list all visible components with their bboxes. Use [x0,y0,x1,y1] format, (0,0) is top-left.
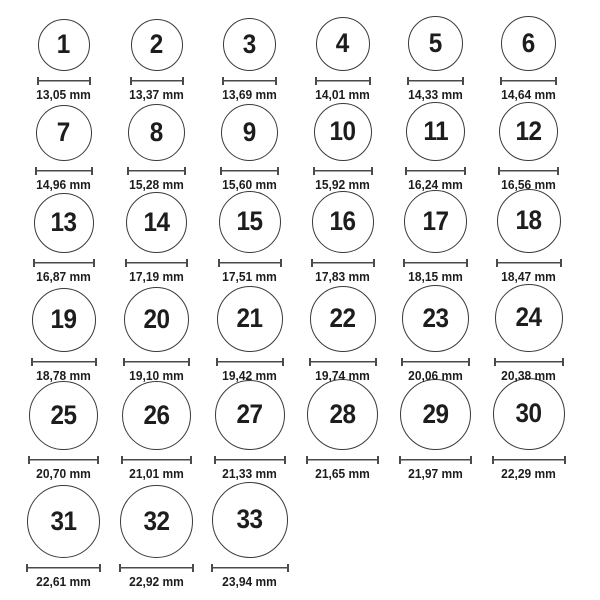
ring-size-circle [128,104,185,161]
diameter-label: 19,42 mm [222,368,277,383]
diameter-ruler [119,564,194,572]
ring-size-item [389,284,482,383]
diameter-ruler [403,259,468,267]
diameter-ruler [28,456,99,464]
ring-size-circle [501,16,556,71]
ring-size-circle [120,485,193,558]
diameter-label: 13,05 mm [36,87,91,102]
diameter-ruler [211,564,289,572]
ring-size-number: 23 [422,302,449,333]
diameter-ruler [315,77,371,85]
ring-size-item [203,192,296,284]
ring-size-number: 33 [236,504,263,535]
ring-size-number: 1 [56,29,71,60]
ring-size-item [110,102,203,192]
ring-size-number: 31 [50,505,77,536]
ring-size-number: 20 [143,303,170,334]
diameter-ruler [130,77,184,85]
ring-size-circle [314,103,372,161]
ring-size-circle [223,18,276,71]
diameter-ruler [313,167,373,175]
ring-size-number: 26 [143,399,170,430]
ring-size-item [482,383,575,481]
ring-size-circle [312,191,374,253]
ring-size-item [482,10,575,102]
diameter-label: 13,37 mm [129,87,184,102]
ring-size-item [389,10,482,102]
ring-size-number: 19 [50,304,77,335]
ring-size-item [110,284,203,383]
ring-size-number: 24 [515,302,542,333]
ring-size-circle [402,285,469,352]
diameter-ruler [494,358,564,366]
ring-size-item [203,284,296,383]
ring-size-item [482,102,575,192]
diameter-label: 20,06 mm [408,368,463,383]
diameter-label: 21,65 mm [315,466,370,481]
ring-size-circle [499,102,558,161]
ring-size-item [296,383,389,481]
ring-size-circle [400,379,471,450]
ring-size-circle [215,380,285,450]
diameter-ruler [407,77,464,85]
diameter-ruler [306,456,379,464]
diameter-label: 13,69 mm [222,87,277,102]
ring-size-circle [34,193,94,253]
diameter-ruler [33,259,95,267]
diameter-label: 14,01 mm [315,87,370,102]
diameter-ruler [35,167,93,175]
chart-row [17,481,600,589]
ring-size-item [110,192,203,284]
diameter-ruler [127,167,186,175]
ring-size-number: 6 [521,27,536,58]
ring-size-circle [38,19,90,71]
ring-size-item [110,10,203,102]
ring-size-item [203,481,296,589]
ring-size-circle [221,104,278,161]
ring-size-number: 17 [422,205,449,236]
ring-size-item [296,102,389,192]
diameter-ruler [37,77,91,85]
ring-size-number: 15 [236,206,263,237]
ring-size-item [110,481,203,589]
ring-size-item [17,284,110,383]
diameter-label: 15,92 mm [315,177,370,192]
diameter-label: 22,29 mm [501,466,556,481]
diameter-label: 21,33 mm [222,466,277,481]
ring-size-number: 22 [329,303,356,334]
diameter-ruler [311,259,375,267]
ring-size-number: 8 [149,116,164,147]
diameter-label: 16,24 mm [408,177,463,192]
ring-size-circle [497,189,561,253]
ring-size-item [17,383,110,481]
diameter-ruler [500,77,557,85]
ring-size-circle [495,284,563,352]
ring-size-number: 32 [143,505,170,536]
ring-size-number: 16 [329,206,356,237]
ring-size-circle [122,381,191,450]
diameter-label: 17,83 mm [315,269,370,284]
ring-size-number: 28 [329,398,356,429]
ring-size-item [296,192,389,284]
ring-size-number: 9 [242,116,257,147]
ring-size-circle [212,482,288,558]
diameter-label: 14,64 mm [501,87,556,102]
ring-size-item [389,383,482,481]
diameter-label: 20,38 mm [501,368,556,383]
ring-size-circle [126,192,187,253]
ring-size-circle [404,190,467,253]
diameter-ruler [123,358,190,366]
diameter-ruler [492,456,566,464]
diameter-label: 22,92 mm [129,574,184,589]
diameter-label: 16,56 mm [501,177,556,192]
ring-size-item [389,102,482,192]
ring-size-number: 4 [335,28,350,59]
diameter-label: 18,78 mm [36,368,91,383]
chart-row [17,383,600,481]
diameter-label: 22,61 mm [36,574,91,589]
diameter-ruler [216,358,284,366]
diameter-ruler [309,358,377,366]
ring-size-item [17,10,110,102]
ring-size-number: 25 [50,399,77,430]
ring-size-number: 18 [515,205,542,236]
ring-size-item [203,383,296,481]
diameter-label: 23,94 mm [222,574,277,589]
diameter-ruler [498,167,559,175]
ring-size-number: 21 [236,303,263,334]
diameter-ruler [405,167,466,175]
diameter-label: 14,96 mm [36,177,91,192]
ring-size-circle [219,191,281,253]
ring-size-circle [27,485,100,558]
ring-size-number: 2 [149,29,164,60]
ring-size-circle [36,105,92,161]
ring-size-item [110,383,203,481]
ring-size-number: 14 [143,206,170,237]
diameter-label: 14,33 mm [408,87,463,102]
ring-size-item [17,192,110,284]
ring-size-item [296,284,389,383]
diameter-label: 16,87 mm [36,269,91,284]
ring-size-circle [406,102,465,161]
diameter-ruler [31,358,97,366]
ring-size-circle [131,19,183,71]
diameter-ruler [222,77,277,85]
ring-size-item [203,10,296,102]
ring-size-circle [316,17,370,71]
chart-row [17,102,600,192]
ring-size-number: 10 [329,116,356,147]
ring-size-number: 7 [56,117,71,148]
diameter-label: 17,19 mm [129,269,184,284]
chart-row [17,284,600,383]
diameter-ruler [125,259,188,267]
diameter-label: 21,97 mm [408,466,463,481]
ring-size-item [482,192,575,284]
ring-size-circle [408,16,463,71]
ring-size-item [17,481,110,589]
diameter-label: 21,01 mm [129,466,184,481]
diameter-ruler [26,564,101,572]
ring-size-circle [307,379,378,450]
ring-size-number: 5 [428,27,443,58]
ring-size-item [203,102,296,192]
ring-size-item [482,284,575,383]
diameter-label: 19,74 mm [315,368,370,383]
ring-size-circle [493,378,565,450]
ring-size-number: 27 [236,399,263,430]
chart-row [17,10,600,102]
diameter-ruler [401,358,470,366]
ring-size-circle [217,286,283,352]
ring-size-number: 12 [515,115,542,146]
diameter-ruler [218,259,282,267]
ring-size-circle [29,381,98,450]
ring-size-circle [310,286,376,352]
diameter-ruler [399,456,472,464]
diameter-label: 15,60 mm [222,177,277,192]
ring-size-number: 30 [515,398,542,429]
ring-size-item [389,192,482,284]
ring-size-number: 13 [50,207,77,238]
chart-row [17,192,600,284]
diameter-label: 17,51 mm [222,269,277,284]
ring-size-item [296,10,389,102]
diameter-label: 15,28 mm [129,177,184,192]
ring-size-number: 11 [423,115,448,146]
diameter-ruler [220,167,279,175]
ring-size-number: 29 [422,398,449,429]
diameter-label: 20,70 mm [36,466,91,481]
diameter-label: 19,10 mm [129,368,184,383]
ring-size-item [17,102,110,192]
ring-size-number: 3 [242,28,257,59]
ring-size-circle [124,287,189,352]
diameter-ruler [121,456,192,464]
ring-size-circle [32,288,96,352]
diameter-label: 18,47 mm [501,269,556,284]
diameter-ruler [214,456,286,464]
diameter-ruler [496,259,562,267]
diameter-label: 18,15 mm [408,269,463,284]
